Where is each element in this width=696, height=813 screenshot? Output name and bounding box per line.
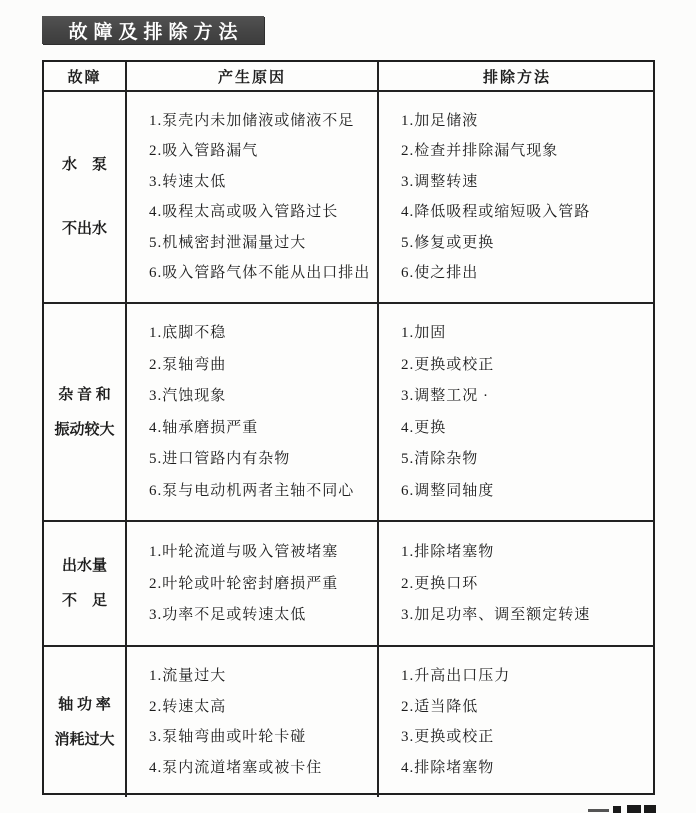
scan-artifact	[644, 805, 656, 813]
cause-list	[127, 522, 379, 647]
solution-list	[379, 647, 655, 797]
cause-item: 2.吸入管路漏气	[149, 143, 259, 160]
cause-list	[127, 647, 379, 797]
solution-item: 1.升高出口压力	[401, 667, 511, 684]
fault-label-line: 杂 音 和	[58, 386, 111, 403]
cause-item: 1.叶轮流道与吸入管被堵塞	[149, 543, 339, 560]
solution-item: 3.调整转速	[401, 173, 479, 190]
fault-label-line: 出水量	[61, 558, 107, 574]
cause-item: 1.流量过大	[149, 667, 227, 684]
cause-item: 3.功率不足或转速太低	[149, 607, 307, 624]
cause-item: 6.吸入管路气体不能从出口排出	[149, 265, 371, 282]
cause-item: 4.轴承磨损严重	[149, 419, 259, 436]
cause-list	[127, 92, 379, 304]
fault-label-line: 水 泵	[61, 157, 107, 173]
section-title: 故障及排除方法	[68, 21, 244, 43]
fault-label-line: 轴 功 率	[58, 696, 111, 713]
solution-item: 2.更换口环	[401, 575, 479, 592]
solution-item: 2.更换或校正	[401, 356, 495, 373]
section-title-banner	[42, 16, 264, 44]
fault-cell-noise-vibration	[44, 304, 127, 522]
cause-item: 1.底脚不稳	[149, 325, 227, 342]
solution-item: 1.加足储液	[401, 112, 479, 129]
cause-item: 3.泵轴弯曲或叶轮卡碰	[149, 729, 307, 746]
cause-item: 4.泵内流道堵塞或被卡住	[149, 760, 323, 777]
scan-artifact	[588, 809, 609, 812]
solution-item: 1.排除堵塞物	[401, 543, 495, 560]
cause-item: 2.叶轮或叶轮密封磨损严重	[149, 575, 339, 592]
scan-artifact	[613, 806, 621, 813]
column-header-cause: 产生原因	[127, 62, 379, 92]
solution-item: 2.检查并排除漏气现象	[401, 143, 559, 160]
solution-list	[379, 92, 655, 304]
solution-item: 3.调整工况 ·	[401, 388, 489, 405]
fault-label-line: 振动较大	[54, 421, 115, 438]
cause-item: 5.机械密封泄漏量过大	[149, 234, 307, 251]
solution-item: 4.更换	[401, 419, 447, 436]
solution-item: 3.加足功率、调至额定转速	[401, 607, 591, 624]
column-header-solution: 排除方法	[379, 62, 655, 92]
fault-label-line: 不出水	[61, 221, 107, 237]
solution-item: 6.调整同轴度	[401, 482, 495, 499]
troubleshooting-table	[42, 60, 655, 795]
cause-item: 2.转速太高	[149, 698, 227, 715]
cause-list	[127, 304, 379, 522]
cause-item: 3.汽蚀现象	[149, 388, 227, 405]
scan-artifact	[627, 805, 641, 813]
cause-item: 6.泵与电动机两者主轴不同心	[149, 482, 355, 499]
solution-item: 6.使之排出	[401, 265, 479, 282]
cause-item: 4.吸程太高或吸入管路过长	[149, 204, 339, 221]
solution-item: 5.修复或更换	[401, 234, 495, 251]
fault-cell-low-output	[44, 522, 127, 647]
cause-item: 1.泵壳内未加储液或储液不足	[149, 112, 355, 129]
solution-list	[379, 304, 655, 522]
cause-item: 5.进口管路内有杂物	[149, 451, 291, 468]
solution-item: 5.清除杂物	[401, 451, 479, 468]
solution-item: 4.排除堵塞物	[401, 760, 495, 777]
solution-item: 1.加固	[401, 325, 447, 342]
solution-list	[379, 522, 655, 647]
solution-item: 3.更换或校正	[401, 729, 495, 746]
solution-item: 2.适当降低	[401, 698, 479, 715]
fault-cell-pump-no-water	[44, 92, 127, 304]
column-header-fault: 故障	[44, 62, 127, 92]
cause-item: 3.转速太低	[149, 173, 227, 190]
cause-item: 2.泵轴弯曲	[149, 356, 227, 373]
fault-label-line: 消耗过大	[54, 731, 115, 748]
fault-label-line: 不 足	[61, 593, 107, 609]
solution-item: 4.降低吸程或缩短吸入管路	[401, 204, 591, 221]
fault-cell-high-power	[44, 647, 127, 797]
